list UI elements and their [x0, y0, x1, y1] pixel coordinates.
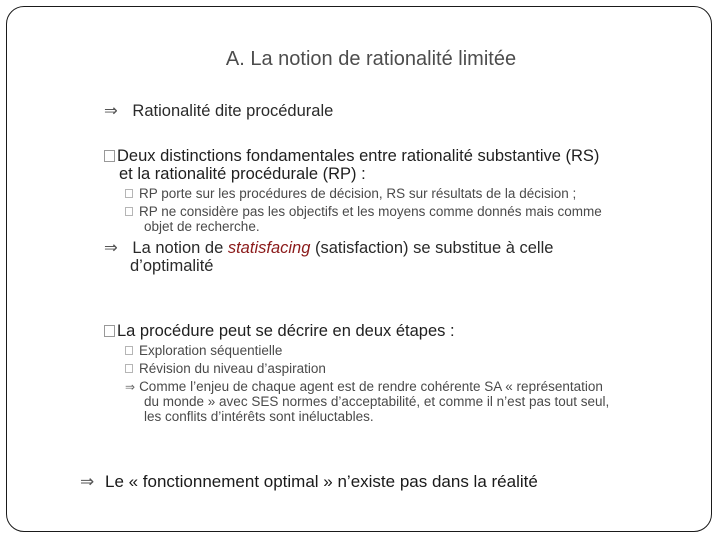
satisficing-suffix: (satisfaction) se substitue à celle: [310, 239, 554, 257]
bullet-box-icon: [104, 150, 115, 162]
two-distinctions-text-1: Deux distinctions fondamentales entre rationalité substantive (RS): [117, 147, 600, 165]
bullet-box-icon: [104, 325, 115, 337]
bullet-optimal-functioning: [80, 472, 538, 492]
sub-bullet-rp-objectives: [125, 204, 602, 219]
implies-arrow-icon: ⇒: [104, 102, 118, 120]
two-distinctions-line-2: et la rationalité procédurale (RP) :: [119, 165, 366, 183]
implies-arrow-icon: ⇒: [104, 239, 118, 257]
bullet-procedural-rationality: [104, 101, 333, 121]
satisficing-term: statisfacing: [227, 239, 311, 257]
satisficing-prefix: La notion de: [132, 239, 228, 257]
bullet-procedure-steps: [104, 322, 455, 341]
bullet-box-icon: [125, 189, 133, 198]
rp-procedures-text: RP porte sur les procédures de décision, RS sur résultats de la décision ;: [139, 186, 577, 201]
bullet-box-icon: [125, 364, 133, 373]
bullet-satisficing: [104, 238, 553, 258]
conflicts-text-1: Comme l’enjeu de chaque agent est de rendre cohérente SA « représentation: [139, 379, 603, 394]
implies-arrow-icon: ⇒: [80, 472, 95, 491]
exploration-text: Exploration séquentielle: [139, 343, 283, 358]
bullet-two-distinctions: [104, 147, 599, 166]
sub-bullet-revision: [125, 361, 326, 376]
rp-objectives-line-2: objet de recherche.: [144, 219, 260, 234]
implies-arrow-icon: ⇒: [125, 380, 136, 394]
slide-title: A. La notion de rationalité limitée: [225, 48, 517, 70]
sub-bullet-exploration: [125, 343, 282, 358]
conflicts-line-2: du monde » avec SES normes d’acceptabilité, et comme il n’est pas tout seul,: [144, 394, 610, 409]
rp-objectives-text-1: RP ne considère pas les objectifs et les moyens comme donnés mais comme: [139, 204, 602, 219]
revision-text: Révision du niveau d’aspiration: [139, 361, 326, 376]
sub-bullet-conflicts: [125, 379, 603, 394]
bullet-box-icon: [125, 207, 133, 216]
procedural-rationality-text: Rationalité dite procédurale: [132, 102, 334, 120]
procedure-steps-text: La procédure peut se décrire en deux étapes :: [117, 322, 455, 340]
bullet-box-icon: [125, 346, 133, 355]
optimal-functioning-text: Le « fonctionnement optimal » n’existe pas dans la réalité: [104, 472, 538, 491]
satisficing-line-2: d’optimalité: [130, 257, 214, 275]
sub-bullet-rp-procedures: [125, 186, 576, 201]
slide-frame: [6, 6, 712, 532]
conflicts-line-3: les conflits d’intérêts sont inéluctables.: [144, 409, 374, 424]
